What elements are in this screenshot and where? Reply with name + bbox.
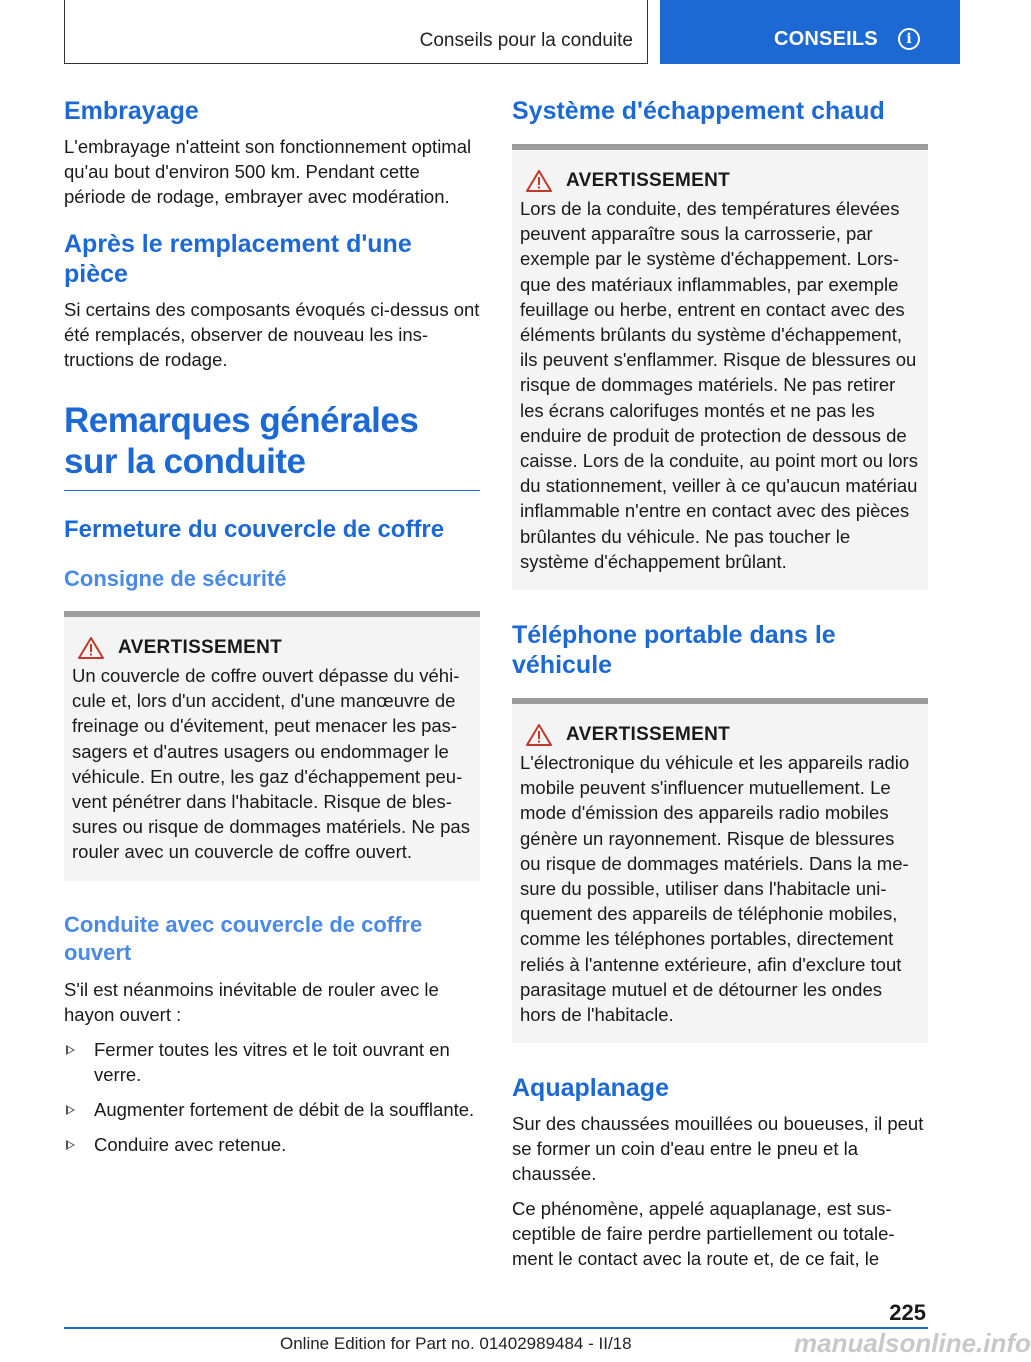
heading-conduite-coffre-ouvert: Conduite avec couvercle de coffre ouvert <box>64 911 423 965</box>
warning-header <box>72 637 472 659</box>
heading-remplacement: Après le remplacement d'une pièce <box>64 230 412 288</box>
warning-box-coffre <box>64 611 480 881</box>
left-column <box>64 96 480 1167</box>
list-item: Augmenter fortement de débit de la soufflante. <box>64 1097 480 1122</box>
heading-embrayage: Embrayage <box>64 97 199 125</box>
warning-triangle-icon <box>526 724 552 746</box>
warning-text-echappement: Lors de la conduite, des températures élevées peuvent apparaître sous la carrosserie, par exemple par le système d'échappement. Lorsque des matériaux inflammables, par exemple feuillage ou herbe, entrent en contact avec des éléments brûlants du système d'échappement, ils peuvent s'enflammer. Risque de blessures ou risque de dommages matériels. Ne pas retirer les écrans calorifuges montés et ne pas les enduire de produit de protection de dessous de caisse. Lors de la conduite, au point mort ou lors du stationnement, veiller à ce qu'aucun matériau inflammable n'entre en contact avec des pièces brûlantes du véhicule. Ne pas toucher le système d'échappement brûlant. <box>520 198 918 572</box>
warning-label: AVERTISSEMENT <box>118 637 283 658</box>
warning-label: AVERTISSEMENT <box>566 724 731 746</box>
paragraph-aquaplanage-1: Sur des chaussées mouillées ou boueuses, il peut se former un coin d'eau entre le pneu et la chaussée. <box>512 1113 924 1185</box>
paragraph-conduite-coffre: S'il est néanmoins inévitable de rouler avec le hayon ouvert : <box>64 978 439 1025</box>
bullet-list <box>64 1037 480 1157</box>
header-section-title: Conseils pour la conduite <box>419 30 633 51</box>
warning-header <box>520 724 920 746</box>
triangle-bullet-icon <box>66 1105 75 1115</box>
warning-box-telephone <box>512 698 928 1043</box>
triangle-bullet-icon <box>66 1140 75 1150</box>
warning-triangle-icon <box>78 637 104 659</box>
warning-triangle-icon <box>526 170 552 192</box>
triangle-bullet-icon <box>66 1045 75 1055</box>
paragraph-aquaplanage-2: Ce phénomène, appelé aquaplanage, est susceptible de faire perdre partiellement ou totalement le contact avec la route et, de ce fait, le <box>512 1198 895 1270</box>
paragraph-embrayage: L'embrayage n'atteint son fonctionnement optimal qu'au bout d'environ 500 km. Pendant cette période de rodage, embrayer avec modération. <box>64 136 472 207</box>
paragraph-remplacement: Si certains des composants évoqués ci-dessus ont été remplacés, observer de nouveau les instructions de rodage. <box>64 299 480 370</box>
warning-box-echappement <box>512 144 928 590</box>
list-item: Conduire avec retenue. <box>64 1132 480 1157</box>
heading-consigne-securite: Consigne de sécurité <box>64 566 287 591</box>
heading-echappement: Système d'échappement chaud <box>512 97 885 125</box>
warning-text-coffre: Un couvercle de coffre ouvert dépasse du véhicule et, lors d'un accident, d'une manœuvre de freinage ou d'évitement, peut menacer les passagers et d'autres usagers ou endommager le véhicule. En outre, les gaz d'échappement peuvent pénétrer dans l'habitacle. Risque de blessures ou risque de dommages matériels. Ne pas rouler avec un couvercle de coffre ouvert. <box>72 665 470 863</box>
info-circle-icon: i <box>898 28 920 50</box>
heading-aquaplanage: Aquaplanage <box>512 1074 669 1103</box>
footer-watermark-logo: manualsonline.info <box>794 1328 1031 1358</box>
list-item: Fermer toutes les vitres et le toit ouvrant en verre. <box>64 1037 480 1087</box>
footer-edition-text: Online Edition for Part no. 01402989484 - II/18 <box>280 1334 632 1353</box>
page-number: 225 <box>889 1300 926 1325</box>
heading-remarques-generales: Remarques générales sur la conduite <box>64 400 480 491</box>
heading-fermeture-coffre: Fermeture du couvercle de coffre <box>64 516 445 543</box>
header-tab-conseils[interactable] <box>660 0 960 64</box>
warning-text-telephone: L'électronique du véhicule et les appareils radio mobile peuvent s'influencer mutuellement. Le mode d'émission des appareils radio mobiles génère un rayonnement. Risque de blessures ou risque de dommages matériels. Dans la mesure du possible, utiliser dans l'habitacle uniquement des appareils de téléphonie mobiles, comme les téléphones portables, directement reliés à l'antenne extérieure, afin d'exclure tout parasitage mutuel et de détourner les ondes hors de l'habitacle. <box>520 752 910 1026</box>
warning-label: AVERTISSEMENT <box>566 170 731 191</box>
header-tab-label: CONSEILS <box>774 28 878 50</box>
warning-header <box>520 170 920 192</box>
header-section-box <box>64 0 648 64</box>
right-column <box>512 96 928 1281</box>
heading-telephone-portable: Téléphone portable dans le véhicule <box>512 621 836 680</box>
